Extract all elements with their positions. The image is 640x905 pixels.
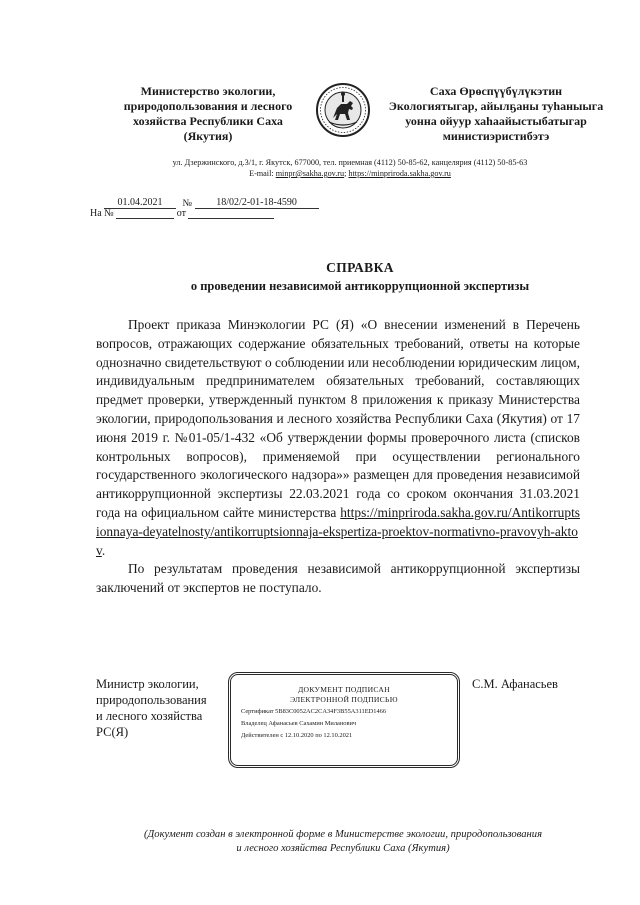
stamp-validity: Действителен с 12.10.2020 по 12.10.2021 (241, 732, 353, 739)
page-title: СПРАВКА (326, 260, 394, 275)
footer-note (88, 828, 598, 856)
reference-row (90, 208, 274, 219)
stamp-owner: Владелец Афанасьев Сахамин Миланович (241, 720, 357, 727)
address-line: ул. Дзержинского, д.3/1, г. Якутск, 677000, тел. приемная (4112) 50-85-62, канцелярия (4112) 50-85-63 (172, 158, 528, 167)
paragraph-end: . (101, 542, 106, 558)
footer-line: и лесного хозяйства Республики Саха (Якутия) (236, 843, 450, 854)
body-paragraph: По результатам проведения независимой антикоррупционной экспертизы заключений от экспертов не поступало. (96, 561, 580, 596)
email-line: E-mail: minpr@sakha.gov.ru; https://minpriroda.sakha.gov.ru (249, 169, 451, 178)
stamp-title: ДОКУМЕНТ ПОДПИСАН (298, 685, 390, 694)
reference-date-blank (188, 218, 274, 219)
email-link[interactable]: minpr@sakha.gov.ru (275, 169, 345, 178)
reference-from: от (176, 208, 186, 219)
contact-info (90, 157, 610, 179)
signer-name: С.М. Афанасьев (472, 677, 558, 691)
reference-prefix: На № (90, 208, 114, 219)
signer-role-line: природопользования (96, 693, 207, 707)
ministry-name-line: Министерство экологии, (140, 84, 276, 98)
ministry-name-line: Экологиятыгар, айылҕаны туһаныыга (388, 99, 604, 113)
document-title (80, 260, 640, 294)
stamp-certificate: Сертификат 5B83C0052AC2CA34F3B55A311ED1466 (241, 708, 387, 715)
ministry-name-line: (Якутия) (183, 129, 233, 143)
registration-number-prefix: № (182, 198, 193, 209)
signer-role-line: Министр экологии, (96, 677, 199, 691)
paragraph-text: Проект приказа Минэкологии РС (Я) «О внесении изменений в Перечень вопросов, отражающих содержание обязательных требований, ответы на которые однозначно свидетельствуют о соблюдении или несоблюдении юридическим лицом, индивидуальным предпринимателем обязательных требований, составляющих предмет проверки, утвержденный пунктом 8 приложения к приказу Министерства экологии, природопользования и лесного хозяйства Республики Саха (Якутия) от 17 июня 2019 г. №01-05/1-432 «Об утверждении формы проверочного листа (списков контрольных вопросов), применяемой при осуществлении регионального государственного экологического надзора»» размещен для проведения независимой антикоррупционной экспертизы 22.03.2021 года со сроком окончания 31.03.2021 года на официальном сайте министерства (96, 317, 580, 520)
ministry-name-yakut (382, 84, 610, 144)
registration-number: 18/02/2-01-18-4590 (195, 197, 319, 209)
ministry-name-line: уонна ойуур хаһаайыстыбатыгар (405, 114, 587, 128)
stamp-title: ЭЛЕКТРОННОЙ ПОДПИСЬЮ (290, 695, 398, 704)
electronic-signature-stamp (228, 672, 460, 768)
expertise-link[interactable]: https://minpriroda.sakha.gov.ru/Antikorruptsionnaya-deyatelnosty/antikorruptsionnaja-ekspertiza-proektov-normativno-pravovyh-aktov (96, 504, 580, 558)
signer-role-line: РС(Я) (96, 725, 129, 739)
footer-line: (Документ создан в электронной форме в Министерстве экологии, природопользования (144, 829, 542, 840)
ministry-name-russian (108, 84, 308, 144)
document-body (96, 316, 580, 598)
republic-emblem-icon (315, 82, 371, 138)
reference-number-blank (116, 218, 174, 219)
body-paragraph (96, 316, 580, 560)
signer-role (96, 676, 236, 740)
ministry-name-line: министиэристибэтэ (442, 129, 550, 143)
page-subtitle: о проведении независимой антикоррупционной экспертизы (190, 279, 530, 293)
ministry-name-line: Саха Өрөспүүбүлүкэтин (429, 84, 563, 98)
ministry-name-line: природопользования и лесного (123, 99, 293, 113)
email-label: E-mail: (249, 169, 274, 178)
signer-role-line: и лесного хозяйства (96, 709, 203, 723)
site-link[interactable]: https://minpriroda.sakha.gov.ru (348, 169, 451, 178)
registration-date: 01.04.2021 (104, 197, 176, 209)
ministry-name-line: хозяйства Республики Саха (133, 114, 283, 128)
